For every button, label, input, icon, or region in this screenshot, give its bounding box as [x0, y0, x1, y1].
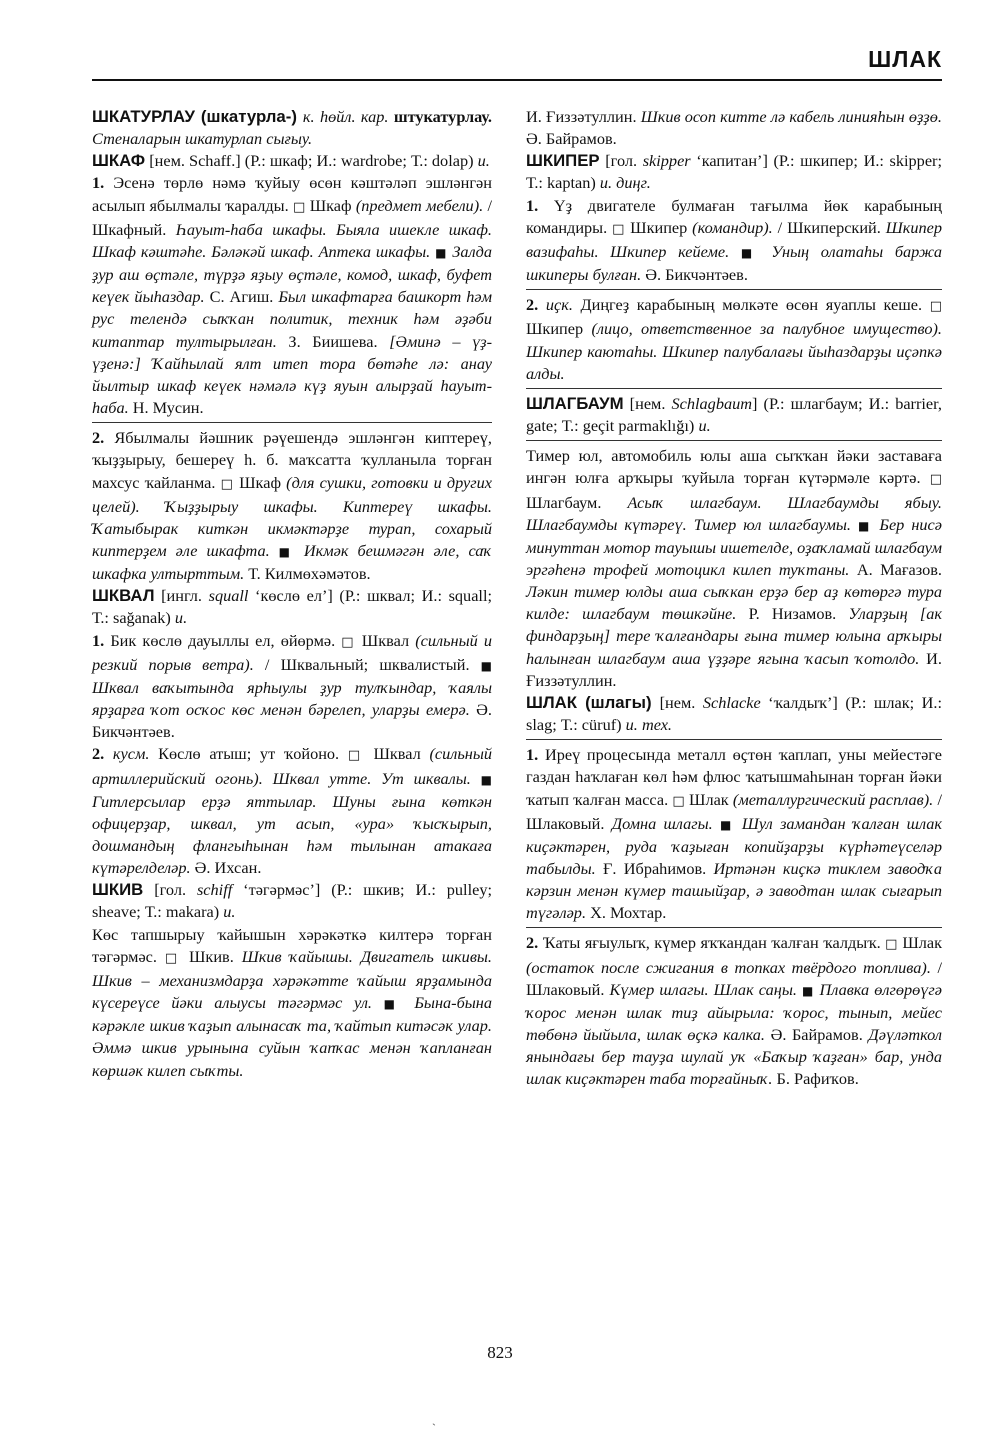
quotation: Икмәк бешмәгән әле, саҡ шкафка ултырттым. — [92, 540, 492, 584]
russian-gloss: (предмет мебели). — [351, 195, 484, 215]
quotation: Шкив осоп китте лә кабель линияһын өҙҙө. — [640, 107, 942, 126]
quotation-author: Ә. Байрамов. — [526, 129, 617, 149]
headword: ШКАФ — [92, 151, 146, 171]
grammar-form: (шкатурла-) — [194, 107, 303, 126]
part-of-speech: и. тех. — [625, 715, 673, 735]
sense-number: 2. — [526, 933, 539, 953]
russian-equivalent: Шкипер — [526, 319, 584, 339]
russian-gloss: (для сушки, готовки и других целей). — [92, 472, 492, 516]
entry-shlagbaum — [526, 393, 942, 437]
russian-equivalent: Шлак — [689, 789, 729, 809]
part-of-speech: и. — [477, 151, 490, 171]
style-label: кусм. — [104, 744, 150, 764]
definition: Көслө атыш; ут ҡойоно. — [149, 744, 348, 764]
open-square-icon: □ — [672, 793, 685, 809]
quotation-author: И. Ғиззәтуллин. — [526, 648, 942, 690]
examples: Шкив ҡайышы. Двигатель шкивы. Шкив – механизмдарҙа хәрәкәтте ҡайыш ярҙамында күсереүсе йәки алыусы тәгәрмәс ул. — [92, 946, 492, 1013]
russian-equivalent: Шкаф — [309, 195, 352, 215]
headword: ШЛАГБАУМ — [526, 393, 624, 413]
russian-gloss: (сильный артиллерийский огонь). Шквал утте. Ут шквалы. — [92, 744, 492, 788]
russian-gloss: (металлургический расплав). — [728, 789, 934, 809]
quotation: Бер нисә минуттан мотор тауышы ишетелде, оҙаҡламай шлагбаум эргәһенә трофей мотоцикл килеп туҡтаны. — [526, 514, 943, 579]
examples: Шкипер вазифаһы. Шкипер кейеме. — [526, 217, 942, 261]
grammar-form: (шлагы) — [577, 692, 660, 712]
quotation: Уның олатаһы баржа шкиперы булған. — [526, 241, 942, 285]
russian-equivalent: Шкив. — [189, 946, 234, 966]
filled-square-icon: ■ — [740, 245, 760, 260]
part-of-speech: и. диңг. — [599, 173, 651, 193]
quotation: Залда ҙур аш өҫтәле, түрҙә яҙыу өҫтәле, комод, шкаф, буфет кеүек йыһаздар. — [92, 241, 492, 307]
entry-shkiper — [526, 150, 942, 194]
headword: ШКАТУРЛАУ — [92, 107, 195, 126]
quotation-author: Т. Килмөхәмәтов. — [244, 564, 371, 584]
filled-square-icon: ■ — [802, 983, 815, 998]
quotation-author: Б. Рафиҡов. — [772, 1069, 859, 1089]
sense-divider — [92, 422, 492, 423]
open-square-icon: □ — [164, 950, 182, 966]
quotation-author: А. Мағазов. — [849, 559, 942, 579]
open-square-icon: □ — [929, 472, 942, 488]
quotation: Шул замандан ҡалған шлак киҫәктәрен, руда ҡаҙыған копийҙарҙы күрһәтеүселәр табылды. — [526, 813, 942, 878]
derivative: / Шлаковый. — [526, 789, 942, 833]
part-of-speech: и. — [698, 416, 711, 436]
etymology: ‘көслө ел’] (Р.: шквал; И.: squall; Т.: sağanak) — [92, 586, 492, 628]
etymology: [нем. — [623, 393, 672, 413]
headword: ШКИПЕР — [526, 151, 600, 171]
header-rule — [92, 79, 942, 81]
russian-equivalent: Шлак — [902, 933, 942, 953]
entry-divider — [526, 388, 942, 389]
russian-gloss: (командир). — [687, 217, 773, 237]
sense-2 — [526, 294, 942, 385]
quotation: Шквал ваҡытында ярһыулы ҙур тулҡындар, ҡаялы ярҙарға ҡот осҡос көс менән бәрелеп, уларҙы емерә. — [92, 677, 492, 720]
filled-square-icon: ■ — [435, 245, 448, 260]
etymon: skipper — [642, 151, 691, 171]
etymon: Schlacke — [702, 692, 761, 712]
quotation: Уларҙың [ак финдарҙың] тере ҡалғандары ғына тимер юлына арҡыры һалынған шлагбаум аша үҙҙәре ягына ҡасып ҡотолдо. — [526, 604, 942, 668]
examples: Күмер шлагы. Шлак саңы. — [609, 979, 803, 999]
definition: Ҡаты яғыулыҡ, күмер яҡҡандан ҡалған ҡалдыҡ. — [538, 933, 886, 953]
russian-gloss: (остаток после сжигания в топках твёрдого топлива). — [526, 957, 931, 977]
definition: Үҙ двигателе булмаған тағылма йөк карабының командиры. — [526, 195, 942, 237]
quotation: Гитлерсылар ерҙә яттылар. Шуны ғына көткән офицерҙар, шквал, ут асып, «ура» ҡысҡырып, дошмандың флангыһынан һәм тылынан атакаға күтәрелделәр. — [92, 791, 492, 878]
entry-shkval — [92, 585, 492, 629]
quotation: [Әминә – үҙ-үҙенә:] Ҡайһылай ялт итеп тора бөтәһе лә: анау йылтыр шкаф кеүек нәмәлә күҙ яуын алырҙай һауыт-һаба. — [92, 331, 493, 418]
running-head: ШЛАК — [868, 46, 942, 72]
open-square-icon: □ — [220, 476, 234, 492]
etymology: ‘ҡалдыҡ’] (Р.: шлак; И.: slag; Т.: cüruf) — [526, 692, 942, 735]
entry-divider — [526, 739, 942, 740]
entry-divider — [526, 440, 942, 441]
sense-1 — [92, 172, 492, 419]
etymology: ‘капитан’] (Р.: шкипер; И.: skipper; Т.: kaptan) — [526, 151, 942, 193]
quotation: Был шкафтарға башкорт һәм рус телендә сыҡҡан политик, техник һәм әҙәби китаптар тултырылған. — [92, 287, 492, 351]
left-column — [92, 106, 492, 1082]
sense-number: 1. — [92, 630, 105, 650]
etymon: squall — [208, 586, 249, 606]
quotation-author: Ә. Бикчәнтәев. — [92, 700, 492, 742]
part-of-speech: и. — [223, 902, 236, 922]
examples: Һауыт-һаба шкафы. Быяла ишекле шкаф. Шкаф кәштәһе. Бәләкәй шкаф. Аптека шкафы. — [92, 219, 492, 261]
quotation-author: И. Ғиззәтуллин. — [526, 107, 641, 126]
definition: Тимер юл, автомобиль юлы аша сыҡҡан йәки заставаға ингән юлға арҡыры ҡуйыла торған күтәрмәле кәртә. — [526, 446, 942, 488]
filled-square-icon: ■ — [858, 518, 873, 533]
sense-2 — [526, 932, 942, 1090]
examples: Шкипер каютаһы. Шкипер палубалағы йыһаздарҙы иҫәпкә алды. — [526, 341, 942, 383]
derivative: / Шкиперский. — [772, 217, 886, 237]
headword: ШКВАЛ — [92, 586, 155, 606]
quotation-author: Ә. Байрамов. — [765, 1025, 869, 1045]
sense-number: 1. — [526, 745, 539, 765]
russian-equivalent: Шкаф — [239, 472, 281, 492]
entry-shkiv — [92, 879, 492, 923]
sense-1 — [526, 744, 942, 924]
russian-equivalent: Шлагбаум. — [526, 492, 602, 512]
examples: Ҡыҙҙырыу шкафы. Киптереү шкафы. Ҡатыбырак киткән икмәктәрҙе турап, сохарый киптерҙем әле шкафта. — [92, 496, 492, 560]
sense-number: 1. — [526, 195, 539, 215]
entry-shkaturlau — [92, 106, 492, 150]
filled-square-icon: ■ — [720, 817, 735, 832]
continued-quotation — [526, 106, 942, 150]
quotation: Иртәнән киҫкә тиклем заводҡа кәрзин менән күмер ташыйҙар, ә заводтан шлак сығарып түгәләр. — [526, 859, 942, 923]
russian-gloss: (сильный и резкий порыв ветра). — [92, 630, 492, 674]
quotation-author: З. Биишева. — [276, 331, 390, 351]
etymology: ] (Р.: шлагбаум; И.: barrier, gate; Т.: geçit parmaklığı) — [526, 393, 942, 436]
sense-number: 2. — [526, 295, 539, 315]
quotation-author: Ә. Ихсан. — [190, 858, 262, 878]
etymon: schiff — [196, 880, 233, 900]
quotation: Дәүләткол янындағы бер тауҙа шулай уҡ «Баҡыр ҡаҙған» бар, унда шлак киҫәктәрен таба торғайныҡ. — [526, 1025, 942, 1089]
definition: Ябылмалы йәшник рәүешендә эшләнгән киптереү, ҡыҙҙырыу, бешереү һ. б. маҡсатта ҡулланыла торған махсус ҡайланма. — [92, 428, 492, 492]
russian-gloss: (лицо, ответственное за палубное имущество). — [583, 319, 942, 339]
headword: ШКИВ — [92, 880, 144, 900]
open-square-icon: □ — [347, 748, 365, 764]
quotation-author: Ә. Бикчәнтәев. — [641, 265, 748, 285]
etymology: [нем. — [659, 692, 703, 712]
derivative: / Шквальный; шквалистый. — [253, 654, 481, 674]
etymology: [гол. — [599, 151, 643, 171]
open-square-icon: □ — [292, 199, 306, 215]
sense-1 — [92, 630, 492, 744]
sense-1 — [526, 195, 942, 287]
page-number: 823 — [487, 1343, 513, 1362]
derivative: / Шкафный. — [92, 195, 492, 239]
variant-form: штукатурлау. — [393, 107, 492, 126]
etymology: ‘тәгәрмәс’] (Р.: шкив; И.: pulley; sheave; Т.: makara) — [92, 880, 492, 922]
quotation: Плавка өлгөрөүгә ҡорос менән шлак тиҙ айырыла: ҡорос, тынып, мейес төбөнә йыйыла, шлак өҫкә калка. — [526, 979, 943, 1045]
etymology: [гол. — [143, 880, 197, 900]
sense-number: 2. — [92, 428, 105, 448]
etymon: Schlagbaum — [671, 393, 753, 413]
sense-divider — [526, 289, 942, 290]
quotation-author: Н. Мусин. — [128, 398, 204, 418]
example: Стеналарын шкатурлап сығыу. — [92, 129, 313, 149]
quotation-author: Х. Мохтар. — [586, 903, 667, 923]
sense-number: 1. — [92, 173, 105, 193]
definition: Иреү процесында металл өҫтөн ҡаплап, уны мейестәге газдан һаҡлаған көл һәм флюс ҡатышмаһынан торған йәки ҡатып ҡалған масса. — [526, 745, 942, 809]
examples: Асыҡ шлагбаум. Шлагбаумды ябыу. Шлагбаумды күтәреү. Тимер юл шлагбаумы. — [526, 492, 942, 534]
style-labels: к. һөйл. кар. — [302, 107, 389, 126]
definition-block — [92, 924, 492, 1082]
open-square-icon: □ — [885, 937, 898, 953]
sense-number: 2. — [92, 744, 105, 764]
definition: Бик көслө дауыллы ел, өйөрмә. — [104, 630, 342, 650]
filled-square-icon: ■ — [480, 772, 492, 787]
quotation-author: С. Агиш. — [204, 287, 279, 307]
quotation-author: Ғ. Ибраһимов. — [595, 859, 714, 878]
definition: Диңгеҙ карабының мөлкәте өсөн яуаплы кеше. — [572, 295, 930, 315]
sense-divider — [526, 927, 942, 928]
definition: Эсенә төрлө нәмә ҡуйыу өсөн кәштәләп эшләнгән асылып ябылмалы ҡаралды. — [92, 173, 492, 215]
filled-square-icon: ■ — [480, 658, 492, 673]
definition: Көс тапшырыу ҡайышын хәрәкәткә килтерә торған тәгәрмәс. — [92, 924, 492, 966]
style-label: иҫк. — [538, 295, 573, 315]
russian-equivalent: Шкипер — [630, 217, 688, 237]
entry-shlak — [526, 692, 942, 736]
sense-2 — [92, 743, 492, 879]
definition-block — [526, 445, 942, 692]
examples: Домна шлагы. — [611, 813, 721, 833]
quotation: Ләкин тимер юлды аша сыҡкан ерҙә бер аҙ көтөргә тура килде: шлагбаум төшкәйне. — [526, 582, 942, 624]
filled-square-icon: ■ — [278, 544, 295, 559]
headword: ШЛАК — [526, 692, 577, 712]
sense-2 — [92, 427, 492, 585]
derivative: / Шлаковый. — [526, 957, 942, 999]
filled-square-icon: ■ — [383, 997, 403, 1012]
right-column — [526, 106, 942, 1091]
quotation: Бына-бына кәрәкле шкив ҡаҙып алынасаҡ та, ҡайтып китәсәк улар. Әммә шкив урынына суйын ҡапҡас менән ҡапланған көршәк килеп сыҡты. — [92, 993, 493, 1080]
etymology: [нем. Schaff.] (Р.: шкаф; И.: wardrobe; Т.: dolap) — [145, 151, 478, 171]
russian-equivalent: Шквал — [373, 744, 421, 764]
open-square-icon: □ — [341, 634, 356, 650]
etymology: [ингл. — [154, 586, 209, 606]
part-of-speech: и. — [174, 608, 188, 628]
russian-equivalent: Шквал — [361, 630, 410, 650]
open-square-icon: □ — [929, 299, 942, 315]
quotation-author: Р. Низамов. — [736, 604, 849, 624]
open-square-icon: □ — [612, 221, 626, 237]
footer-mark: ˎ — [432, 1412, 436, 1426]
entry-shkaf — [92, 150, 492, 172]
